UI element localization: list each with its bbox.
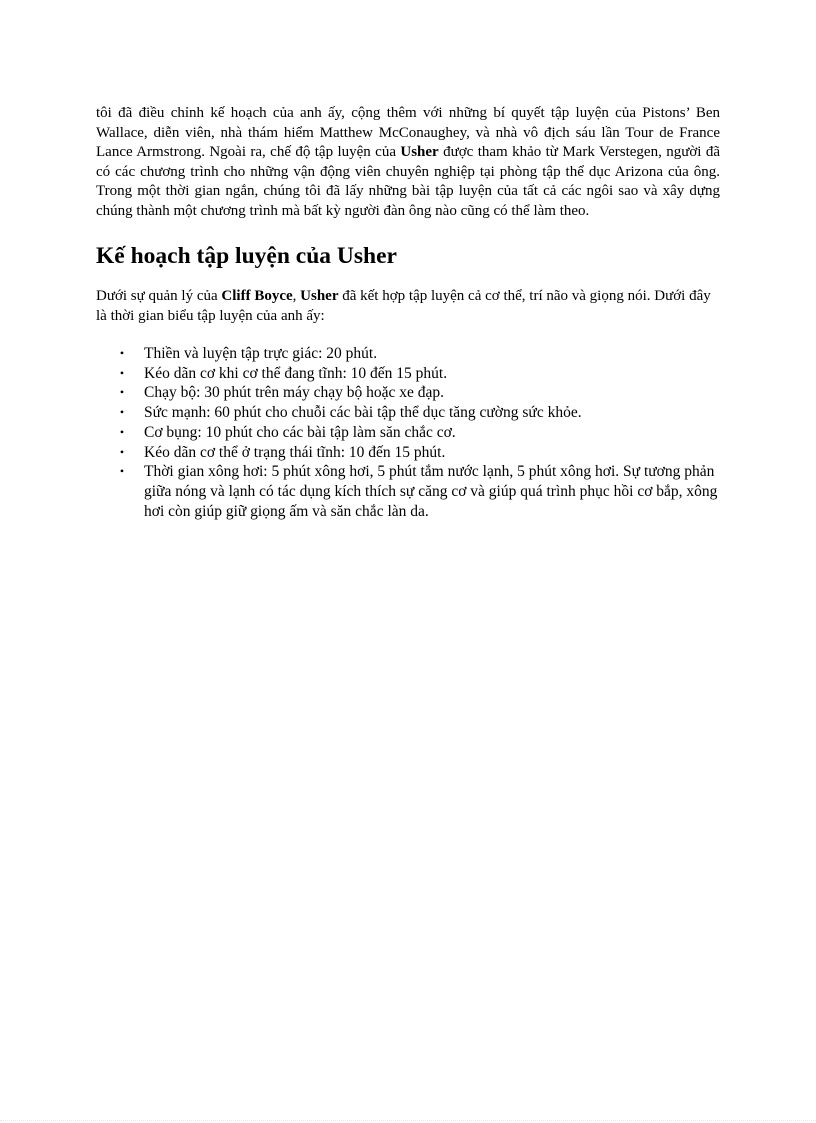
schedule-intro-separator: , <box>292 288 301 304</box>
bullet-icon: • <box>119 346 125 360</box>
schedule-item-text: Thiền và luyện tập trực giác: 20 phút. <box>144 345 378 362</box>
bullet-icon: • <box>119 464 125 479</box>
schedule-intro-part2: đã kết hợp tập luyện cả cơ thể, trí não và giọng nói. Dưới đây là thời gian biểu tập luyện của anh ấy: <box>96 288 711 324</box>
coach-name: Cliff Boyce <box>221 288 293 304</box>
schedule-item <box>96 364 720 384</box>
schedule-item <box>96 344 720 364</box>
schedule-item <box>96 383 720 403</box>
schedule-list <box>96 344 720 521</box>
intro-paragraph <box>96 104 720 221</box>
bullet-icon: • <box>119 405 125 420</box>
intro-text-part2: được tham khảo từ Mark Verstegen, người đã có các chương trình cho những vận động viên chuyên nghiệp tại phòng tập thể dục Arizona của ông. Trong một thời gian ngắn, chúng tôi đã lấy những bài tập luyện của tất cả các ngôi sao và xây dựng chúng thành một chương trình mà bất kỳ người đàn ông nào cũng có thể làm theo. <box>96 144 720 219</box>
bullet-icon: • <box>119 385 125 400</box>
schedule-usher-name: Usher <box>300 288 339 304</box>
schedule-item-text: Thời gian xông hơi: 5 phút xông hơi, 5 phút tắm nước lạnh, 5 phút xông hơi. Sự tương phản giữa nóng và lạnh có tác dụng kích thích sự căng cơ và giúp quá trình phục hồi cơ bắp, xông hơi còn giúp giữ giọng ấm và săn chắc làn da. <box>144 463 718 520</box>
bullet-icon: • <box>119 444 125 459</box>
schedule-intro-part1: Dưới sự quản lý của <box>96 288 222 304</box>
intro-text-part1: tôi đã điều chỉnh kế hoạch của anh ấy, cộng thêm với những bí quyết tập luyện của Pistons’ Ben Wallace, diễn viên, nhà thám hiểm Matthew McConaughey, và nhà vô địch sáu lần Tour de France Lance Armstrong. Ngoài ra, chế độ tập luyện của <box>96 105 720 160</box>
schedule-item-text: Cơ bụng: 10 phút cho các bài tập làm săn chắc cơ. <box>144 423 456 441</box>
schedule-item <box>96 462 720 521</box>
schedule-item <box>96 403 720 423</box>
bullet-icon: • <box>119 365 125 380</box>
intro-usher-name: Usher <box>400 144 439 160</box>
schedule-item-text: Sức mạnh: 60 phút cho chuỗi các bài tập thể dục tăng cường sức khỏe. <box>144 404 582 422</box>
schedule-item <box>96 423 720 443</box>
schedule-item <box>96 443 720 463</box>
schedule-intro-paragraph <box>96 287 720 326</box>
schedule-item-text: Chạy bộ: 30 phút trên máy chạy bộ hoặc xe đạp. <box>144 384 445 402</box>
document-page <box>96 104 720 521</box>
schedule-item-text: Kéo dãn cơ khi cơ thể đang tĩnh: 10 đến 15 phút. <box>144 364 448 382</box>
page-bottom-rule <box>0 1120 816 1121</box>
schedule-item-text: Kéo dãn cơ thể ở trạng thái tĩnh: 10 đến 15 phút. <box>144 443 446 461</box>
bullet-icon: • <box>119 424 125 439</box>
section-heading: Kế hoạch tập luyện của Usher <box>96 243 397 269</box>
